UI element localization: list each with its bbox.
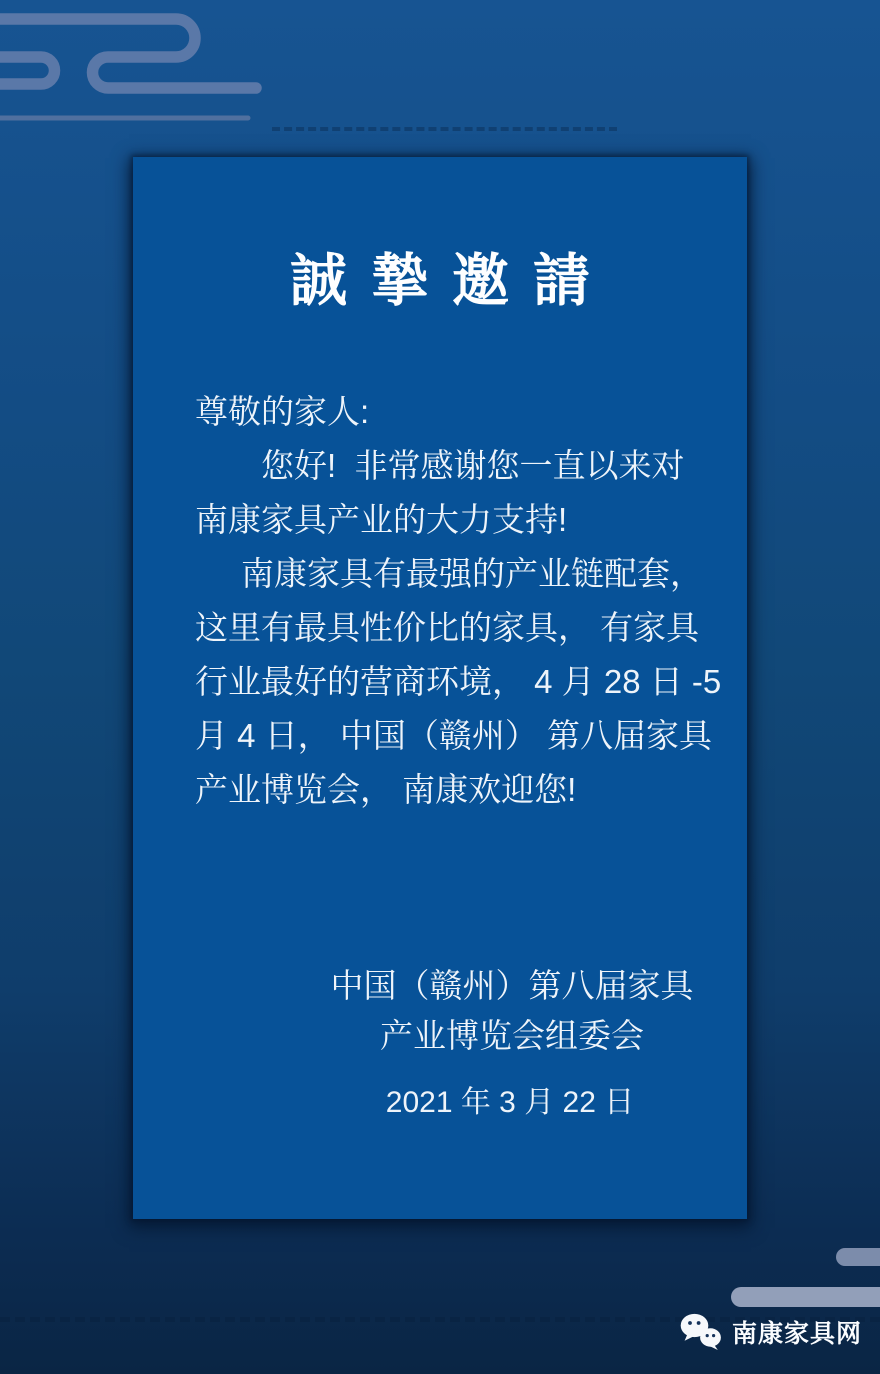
watermark-label: 南康家具网 [731,1320,862,1348]
body-line: 南康家具产业的大力支持! [195,501,568,538]
card-title: 誠摯邀請 [290,250,614,313]
body-line: 您好! 非常感谢您一直以来对 [261,447,685,484]
wechat-icon [680,1313,722,1351]
invitation-card [133,157,747,1219]
body-line: 产业博览会， 南康欢迎您! [195,771,577,808]
body-line: 尊敬的家人: [195,393,370,430]
body-line: 月 4 日， 中国（赣州） 第八届家具 [195,717,713,754]
cloud-bar-short [836,1248,880,1266]
body-line: 南康家具有最强的产业链配套， [241,555,703,592]
watermark [680,1312,862,1352]
cloud-bar-long [731,1287,880,1307]
signature-block [205,961,819,1061]
signature-line: 中国（赣州）第八届家具 [330,967,694,1004]
signature-line: 产业博览会组委会 [380,1017,644,1054]
date-line: 2021 年 3 月 22 日 [385,1086,635,1119]
dashed-divider-top [272,127,617,131]
body-line: 这里有最具性价比的家具， 有家具 [195,609,700,646]
body-line: 行业最好的营商环境， 4 月 28 日 -5 [195,663,722,700]
body-text [195,385,722,817]
cloud-motif-icon [0,0,280,145]
